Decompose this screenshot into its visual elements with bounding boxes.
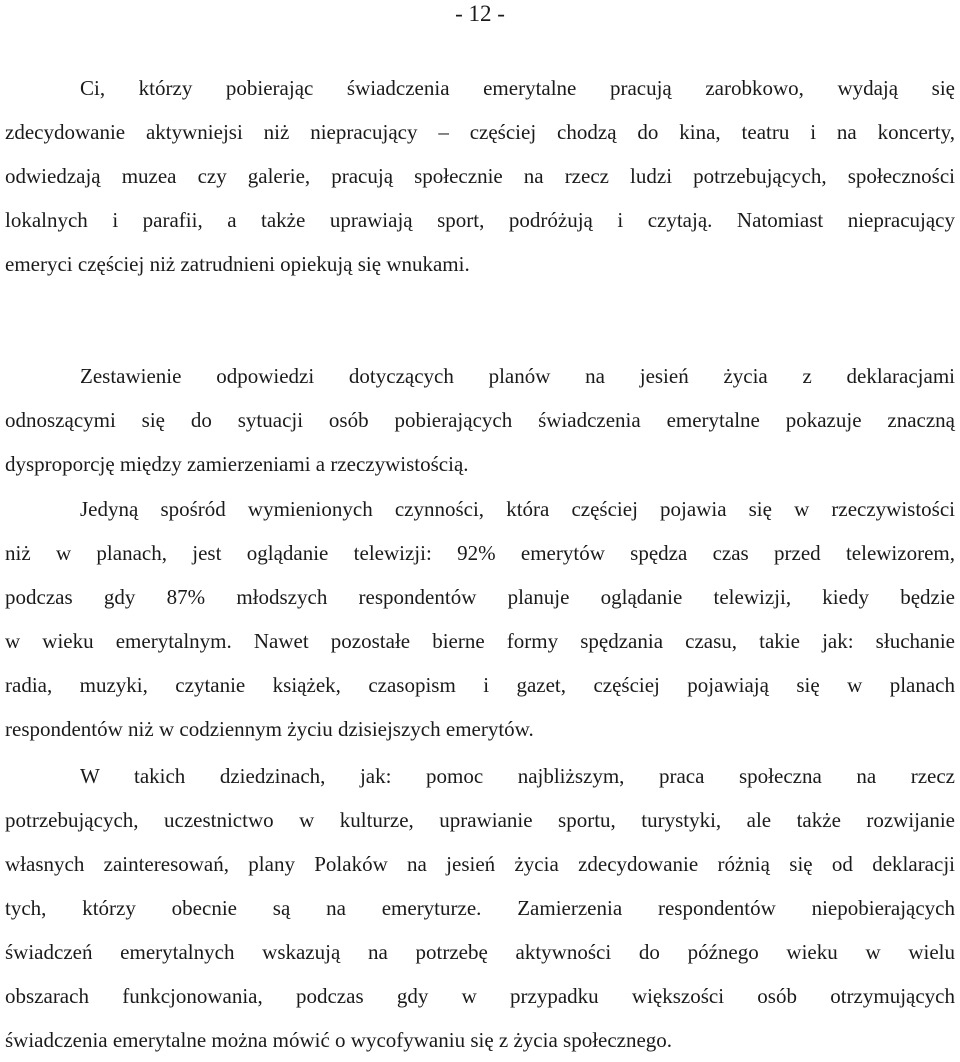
text-line: respondentów niż w codziennym życiu dzisiejszych emerytów. — [5, 717, 534, 741]
text-line: lokalnych i parafii, a także uprawiają sport, podróżują i czytają. Natomiast niepracujący — [5, 208, 955, 232]
text-line: Ci, którzy pobierając świadczenia emerytalne pracują zarobkowo, wydają się — [80, 76, 955, 100]
paragraph-3 — [5, 487, 955, 751]
text-line: radia, muzyki, czytanie książek, czasopism i gazet, częściej pojawiają się w planach — [5, 673, 955, 697]
paragraph-2 — [5, 354, 955, 486]
text-line: W takich dziedzinach, jak: pomoc najbliższym, praca społeczna na rzecz — [80, 764, 955, 788]
text-line: dysproporcję między zamierzeniami a rzeczywistością. — [5, 452, 469, 476]
paragraph-4 — [5, 754, 955, 1062]
text-line: potrzebujących, uczestnictwo w kulturze, uprawianie sportu, turystyki, ale także rozwijanie — [5, 808, 955, 832]
text-line: tych, którzy obecnie są na emeryturze. Zamierzenia respondentów niepobierających — [5, 896, 955, 920]
text-line: Zestawienie odpowiedzi dotyczących planów na jesień życia z deklaracjami — [80, 364, 955, 388]
text-line: odnoszącymi się do sytuacji osób pobierających świadczenia emerytalne pokazuje znaczną — [5, 408, 955, 432]
paragraph-1 — [5, 66, 955, 286]
text-line: świadczeń emerytalnych wskazują na potrzebę aktywności do późnego wieku w wielu — [5, 940, 955, 964]
text-line: obszarach funkcjonowania, podczas gdy w przypadku większości osób otrzymujących — [5, 984, 955, 1008]
text-line: świadczenia emerytalne można mówić o wycofywaniu się z życia społecznego. — [5, 1028, 673, 1052]
page-number — [0, 0, 960, 28]
text-line: odwiedzają muzea czy galerie, pracują społecznie na rzecz ludzi potrzebujących, społeczności — [5, 164, 955, 188]
page-number-text: - 12 - — [455, 1, 505, 26]
text-line: emeryci częściej niż zatrudnieni opiekują się wnukami. — [5, 252, 470, 276]
text-line: zdecydowanie aktywniejsi niż niepracujący – częściej chodzą do kina, teatru i na koncerty, — [5, 120, 955, 144]
text-line: w wieku emerytalnym. Nawet pozostałe bierne formy spędzania czasu, takie jak: słuchanie — [5, 629, 955, 653]
text-line: własnych zainteresowań, plany Polaków na jesień życia zdecydowanie różnią się od deklaracji — [5, 852, 955, 876]
text-line: Jedyną spośród wymienionych czynności, która częściej pojawia się w rzeczywistości — [80, 497, 955, 521]
text-line: niż w planach, jest oglądanie telewizji: 92% emerytów spędza czas przed telewizorem, — [5, 541, 955, 565]
text-line: podczas gdy 87% młodszych respondentów planuje oglądanie telewizji, kiedy będzie — [5, 585, 955, 609]
